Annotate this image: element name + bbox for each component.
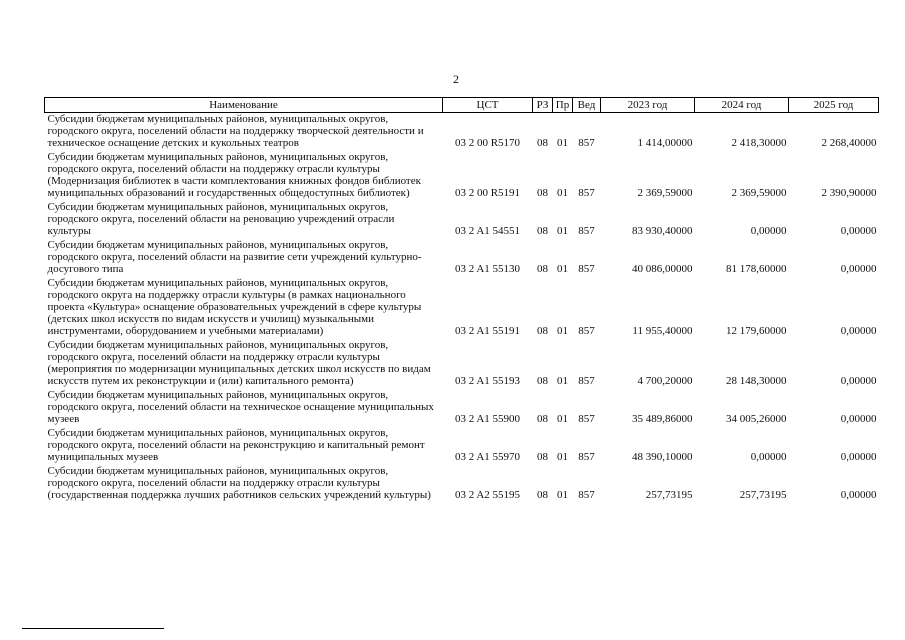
row-ved: 857 (578, 187, 595, 199)
row-rz: 08 (537, 451, 548, 463)
row-2025: 0,00000 (840, 325, 877, 337)
row-2025: 0,00000 (840, 225, 877, 237)
table-row (45, 113, 879, 152)
row-2025: 0,00000 (840, 375, 877, 387)
page-number: 2 (453, 72, 459, 86)
row-2023: 35 489,86000 (632, 413, 693, 425)
table-row (45, 277, 879, 339)
row-pr: 01 (557, 137, 568, 149)
row-rz: 08 (537, 187, 548, 199)
row-rz: 08 (537, 137, 548, 149)
row-pr: 01 (557, 325, 568, 337)
table-row (45, 389, 879, 427)
header-pr: Пр (553, 98, 573, 113)
header-2025: 2025 год (789, 98, 879, 113)
row-2024: 2 369,59000 (731, 187, 787, 199)
row-name: Субсидии бюджетам муниципальных районов, муниципальных округов, городского округа, поселений области на реновацию учреждений отрасли культуры (47, 201, 395, 237)
row-2023: 257,73195 (645, 489, 693, 501)
row-rz: 08 (537, 225, 548, 237)
row-2024: 257,73195 (739, 489, 787, 501)
row-name: Субсидии бюджетам муниципальных районов, муниципальных округов, городского округа, поселений области на поддержку творческой деятельности и техническое оснащение детских и кукольных театров (47, 113, 424, 149)
row-rz: 08 (537, 325, 548, 337)
row-ved: 857 (578, 489, 595, 501)
row-cst: 03 2 A2 55195 (454, 489, 521, 501)
row-cst: 03 2 A1 55900 (454, 413, 521, 425)
row-2024: 28 148,30000 (726, 375, 787, 387)
row-2025: 2 268,40000 (821, 137, 877, 149)
row-pr: 01 (557, 225, 568, 237)
row-pr: 01 (557, 187, 568, 199)
row-2025: 0,00000 (840, 489, 877, 501)
row-cst: 03 2 A1 55130 (454, 263, 521, 275)
row-2024: 0,00000 (750, 451, 787, 463)
row-pr: 01 (557, 375, 568, 387)
table-row (45, 427, 879, 465)
row-name: Субсидии бюджетам муниципальных районов, муниципальных округов, городского округа, поселений области на развитие сети учреждений культурно-досугового типа (47, 239, 422, 275)
row-2023: 4 700,20000 (637, 375, 693, 387)
table-row (45, 239, 879, 277)
row-2024: 81 178,60000 (726, 263, 787, 275)
header-ved: Вед (573, 98, 601, 113)
row-ved: 857 (578, 225, 595, 237)
table-header-row (45, 98, 879, 113)
row-pr: 01 (557, 489, 568, 501)
row-cst: 03 2 A1 55970 (454, 451, 521, 463)
row-2023: 1 414,00000 (637, 137, 693, 149)
row-ved: 857 (578, 137, 595, 149)
row-2025: 0,00000 (840, 451, 877, 463)
row-2024: 34 005,26000 (726, 413, 787, 425)
table-row (45, 151, 879, 201)
row-cst: 03 2 A1 54551 (454, 225, 521, 237)
header-rz: РЗ (533, 98, 553, 113)
row-rz: 08 (537, 489, 548, 501)
row-2023: 2 369,59000 (637, 187, 693, 199)
row-cst: 03 2 00 R5170 (454, 137, 521, 149)
table-row (45, 465, 879, 503)
row-2023: 48 390,10000 (632, 451, 693, 463)
row-2025: 0,00000 (840, 413, 877, 425)
row-2024: 0,00000 (750, 225, 787, 237)
row-2023: 40 086,00000 (632, 263, 693, 275)
row-name: Субсидии бюджетам муниципальных районов, муниципальных округов, городского округа, поселений области на техническое оснащение муниципальных музеев (47, 389, 434, 425)
row-2024: 2 418,30000 (731, 137, 787, 149)
row-ved: 857 (578, 451, 595, 463)
header-cst: ЦСТ (443, 98, 533, 113)
budget-table (44, 97, 879, 503)
row-cst: 03 2 A1 55191 (454, 325, 521, 337)
row-2025: 0,00000 (840, 263, 877, 275)
row-rz: 08 (537, 375, 548, 387)
row-cst: 03 2 A1 55193 (454, 375, 521, 387)
row-2025: 2 390,90000 (821, 187, 877, 199)
row-pr: 01 (557, 413, 568, 425)
row-name: Субсидии бюджетам муниципальных районов, муниципальных округов, городского округа на поддержку отрасли культуры (в рамках национального проекта «Культура» оснащение образовательных учреждений в сфере культуры (детских школ искусств по видам искусств и училищ) музыкальными инструментами, оборудованием и учебными материалами) (47, 277, 422, 337)
row-rz: 08 (537, 263, 548, 275)
table-row (45, 339, 879, 389)
table-row (45, 201, 879, 239)
row-cst: 03 2 00 R5191 (454, 187, 521, 199)
row-ved: 857 (578, 413, 595, 425)
header-2024: 2024 год (695, 98, 789, 113)
row-name: Субсидии бюджетам муниципальных районов, муниципальных округов, городского округа, поселений области на поддержку отрасли культуры (Модернизация библиотек в части комплектования книжных фондов библиотек муниципальных образований и государственных общедоступных библиотек) (47, 151, 421, 199)
footnote-rule (22, 628, 164, 629)
row-rz: 08 (537, 413, 548, 425)
row-2023: 83 930,40000 (632, 225, 693, 237)
row-ved: 857 (578, 263, 595, 275)
header-2023: 2023 год (601, 98, 695, 113)
row-2024: 12 179,60000 (726, 325, 787, 337)
row-pr: 01 (557, 263, 568, 275)
row-name: Субсидии бюджетам муниципальных районов, муниципальных округов, городского округа, поселений области на поддержку отрасли культуры (государственная поддержка лучших работников сельских учреждений культуры) (47, 465, 431, 501)
row-ved: 857 (578, 375, 595, 387)
row-pr: 01 (557, 451, 568, 463)
header-name: Наименование (45, 98, 443, 113)
row-2023: 11 955,40000 (632, 325, 693, 337)
row-name: Субсидии бюджетам муниципальных районов, муниципальных округов, городского округа, поселений области на реконструкцию и капитальный ремонт муниципальных музеев (47, 427, 425, 463)
row-ved: 857 (578, 325, 595, 337)
row-name: Субсидии бюджетам муниципальных районов, муниципальных округов, городского округа, поселений области на поддержку отрасли культуры (мероприятия по модернизации муниципальных детских школ искусств по видам искусств путем их реконструкции и (или) капитального ремонта) (47, 339, 431, 387)
